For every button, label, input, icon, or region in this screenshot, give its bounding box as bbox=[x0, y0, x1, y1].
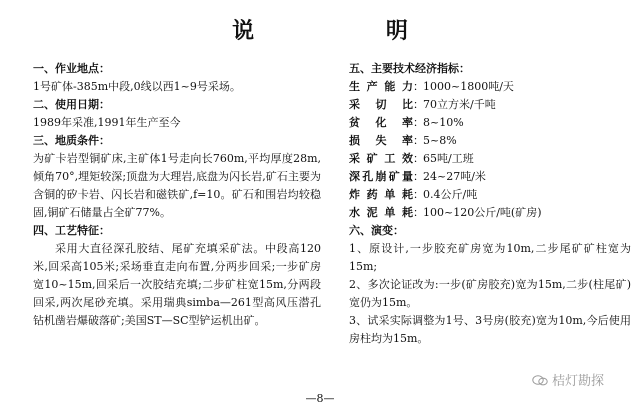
right-column bbox=[349, 60, 631, 348]
metric-value: 8~10% bbox=[423, 116, 464, 129]
watermark bbox=[532, 370, 604, 389]
page-number: —8— bbox=[305, 392, 335, 405]
section-5-heading: 五、主要技术经济指标： bbox=[349, 62, 470, 75]
section-2-heading: 二、使用日期： bbox=[33, 98, 110, 111]
metric-label: 炸药单耗 bbox=[349, 188, 413, 201]
metric-row: 深孔崩矿量 ： 24~27吨/米 bbox=[349, 168, 631, 186]
metric-row: 生产能力 ： 1000~1800吨/天 bbox=[349, 78, 631, 96]
section-2-body: 1989年采准,1991年生产至今 bbox=[33, 116, 181, 129]
metric-row: 贫化率 ： 8~10% bbox=[349, 114, 631, 132]
wechat-icon bbox=[532, 375, 548, 386]
metric-row: 采矿工效 ： 65吨/工班 bbox=[349, 150, 631, 168]
metric-label: 贫化率 bbox=[349, 116, 413, 129]
metric-row: 炸药单耗 ： 0.4公斤/吨 bbox=[349, 186, 631, 204]
left-column bbox=[33, 60, 321, 330]
section-6-heading: 六、演变： bbox=[349, 224, 404, 237]
metric-value: 1000~1800吨/天 bbox=[423, 80, 514, 93]
metric-row: 采切比 ： 70立方米/千吨 bbox=[349, 96, 631, 114]
metric-value: 5~8% bbox=[423, 134, 457, 147]
metric-label: 水泥单耗 bbox=[349, 206, 413, 219]
metric-row: 水泥单耗 ： 100~120公斤/吨(矿房) bbox=[349, 204, 631, 222]
metric-label: 损失率 bbox=[349, 134, 413, 147]
metric-value: 65吨/工班 bbox=[423, 152, 474, 165]
metric-value: 0.4公斤/吨 bbox=[423, 188, 478, 201]
metric-value: 70立方米/千吨 bbox=[423, 98, 496, 111]
section-3-heading: 三、地质条件： bbox=[33, 134, 110, 147]
metric-value: 100~120公斤/吨(矿房) bbox=[423, 206, 542, 219]
evolution-item: 2、多次论证改为:一步(矿房胶充)宽为15m,二步(柱尾矿)宽仍为15m。 bbox=[349, 278, 631, 309]
evolution-item: 1、原设计,一步胶充矿房宽为10m,二步尾矿矿柱宽为15m; bbox=[349, 242, 631, 273]
section-1-body: 1号矿体-385m中段,0线以西1~9号采场。 bbox=[33, 80, 241, 93]
page-title: 说 明 bbox=[232, 18, 470, 44]
section-1-heading: 一、作业地点： bbox=[33, 62, 110, 75]
metric-label: 深孔崩矿量 bbox=[349, 170, 413, 183]
watermark-text: 桔灯勘探 bbox=[552, 374, 605, 389]
evolution-item: 3、试采实际调整为1号、3号房(胶充)宽为10m,今后使用房柱均为15m。 bbox=[349, 314, 631, 345]
metric-label: 生产能力 bbox=[349, 80, 413, 93]
section-4-body: 采用大直径深孔胶结、尾矿充填采矿法。中段高120米,回采高105米;采场垂直走向布置,分两步回采;一步矿房宽10~15m,回采后一次胶结充填;二步矿柱宽15m,分两段回采,两次尾砂充填。采用瑞典simba—261型高风压潜孔钻机凿岩爆破落矿;美国ST—SC型铲运机出矿。 bbox=[33, 242, 321, 327]
section-4-heading: 四、工艺特征： bbox=[33, 224, 110, 237]
metric-value: 24~27吨/米 bbox=[423, 170, 486, 183]
metric-label: 采切比 bbox=[349, 98, 413, 111]
metric-label: 采矿工效 bbox=[349, 152, 413, 165]
metric-row: 损失率 ： 5~8% bbox=[349, 132, 631, 150]
section-3-body: 为矿卡岩型铜矿床,主矿体1号走向长760m,平均厚度28m,倾角70°,埋矩较深;顶盘为大理岩,底盘为闪长岩,矿石主要为含铜的矽卡岩、闪长岩和磁铁矿,f=10。矿石和围岩均较稳固,铜矿石储量占全矿77%。 bbox=[33, 152, 321, 219]
